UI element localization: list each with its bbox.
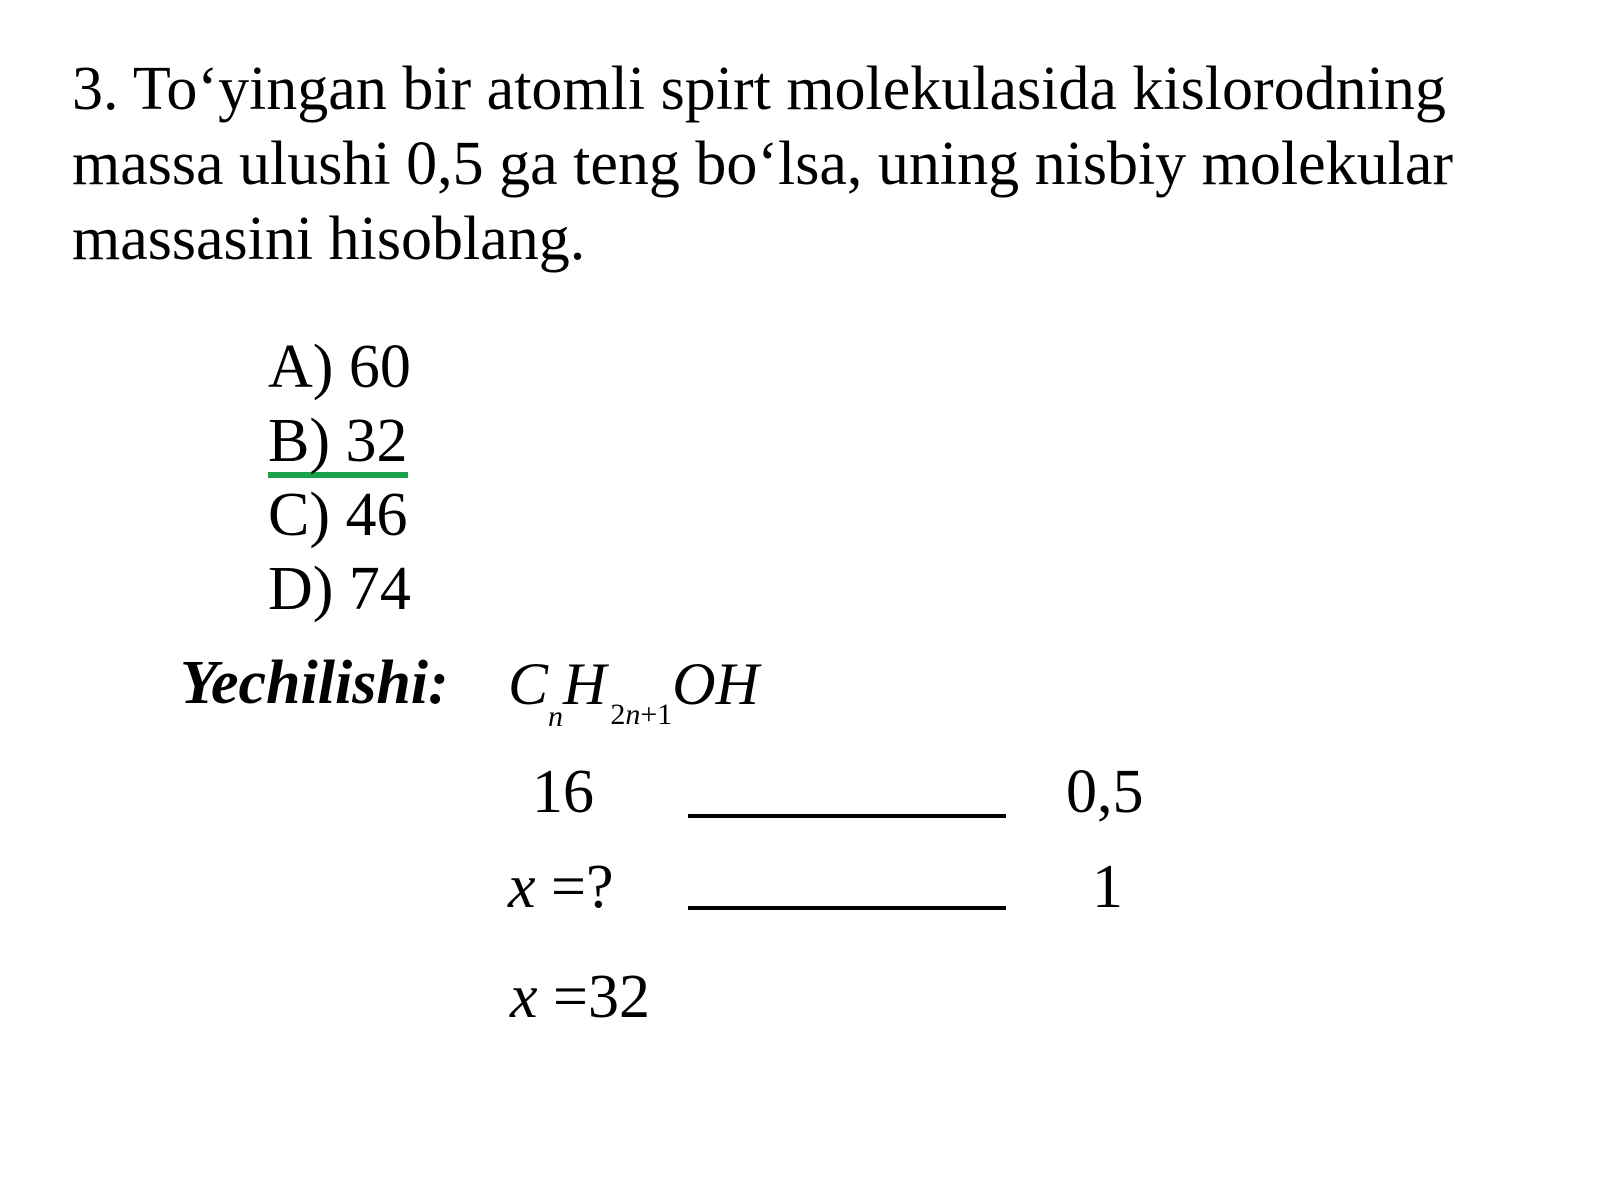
formula-sub-n2: n: [625, 698, 641, 731]
option-d-label: D) 74: [268, 555, 411, 623]
option-b-label: B) 32: [268, 410, 408, 478]
formula-sub-n: n: [548, 700, 564, 733]
formula-oh: OH: [672, 651, 759, 717]
formula-hydrogen: H: [563, 651, 607, 717]
option-a[interactable]: [268, 330, 411, 404]
row2-equals: =?: [535, 853, 614, 921]
result-line: [510, 962, 650, 1033]
question-text: 3. To‘yingan bir atomli spirt molekulasida kislorodning massa ulushi 0,5 ga teng bo‘lsa, uning nisbiy molekular massasini hisoblang.: [72, 55, 1454, 273]
formula-sub-2n1: [610, 698, 672, 731]
proportion-row2-line: [688, 906, 1006, 910]
proportion-row2-left: [508, 852, 614, 923]
formula-sub-plus1: +1: [640, 698, 673, 731]
result-variable: x: [510, 963, 538, 1031]
alcohol-formula: [508, 650, 759, 733]
result-value: =32: [537, 963, 650, 1031]
proportion-row1-left: 16: [532, 758, 594, 826]
option-b[interactable]: [268, 404, 411, 478]
option-a-label: A) 60: [268, 333, 411, 401]
option-d[interactable]: [268, 552, 411, 626]
formula-sub-2: 2: [610, 698, 626, 731]
proportion-row1-line: [688, 814, 1006, 818]
row2-variable: x: [508, 853, 536, 921]
formula-carbon: C: [508, 651, 549, 717]
option-c[interactable]: [268, 478, 411, 552]
solution-heading: Yechilishi:: [180, 649, 449, 717]
option-c-label: C) 46: [268, 481, 408, 549]
answer-options: [268, 330, 411, 626]
proportion-row2-right: 1: [1092, 853, 1123, 921]
proportion-row1-right: 0,5: [1066, 758, 1144, 826]
